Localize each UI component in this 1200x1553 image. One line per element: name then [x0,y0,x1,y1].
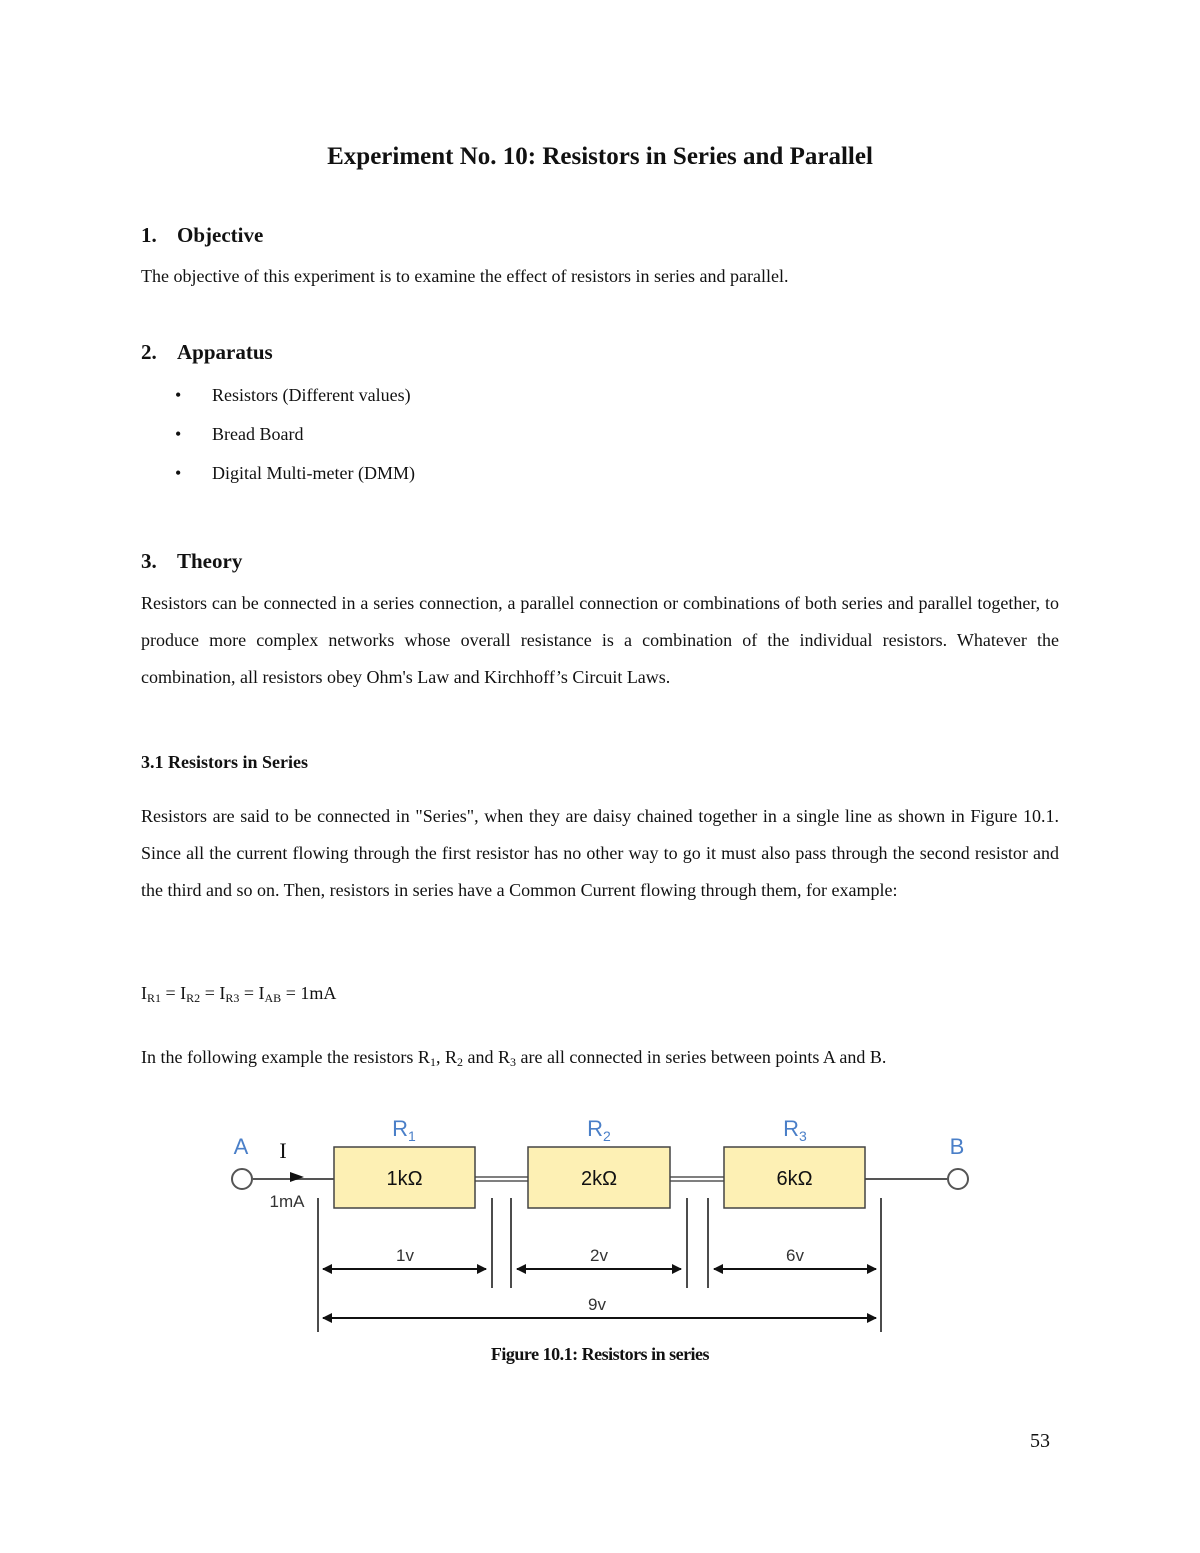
figure-caption: Figure 10.1: Resistors in series [490,1344,710,1364]
node-a-label: A [233,1134,249,1159]
resistor-r3-label: $R_3$ [783,1116,807,1144]
list-item-label: Digital Multi-meter (DMM) [212,463,415,483]
section-title: Apparatus [177,340,273,364]
section-title: Objective [177,223,264,247]
apparatus-list [141,380,415,497]
list-item-label: Bread Board [212,424,304,444]
apparatus-heading [141,340,273,365]
list-item [141,458,415,497]
series-paragraph: Resistors are said to be connected in "Series", when they are daisy chained together in a single line as shown in Figure 10.1. Since all the current flowing through the first resistor has no other way to go it must also pass through the second resistor and the third and so on. Then, resistors in series have a Common Current flowing through them, for example: [141,806,1059,900]
resistor-r1-value: 1kΩ [386,1168,423,1190]
terminal-a [232,1169,252,1189]
resistor-r1-label: $R_1$ [392,1116,416,1144]
terminal-b [948,1169,968,1189]
resistor-r2-label: $R_2$ [587,1116,611,1144]
bullet-icon: • [175,385,182,405]
series-circuit-diagram [220,1108,980,1338]
section-number: 3. [141,549,157,573]
current-equation: $I_{R1} = I_{R2} = I_{R3} = I_{AB} = 1mA$ [141,983,337,1005]
theory-heading [141,549,242,574]
list-item-label: Resistors (Different values) [212,385,411,405]
resistor-r2-value: 2kΩ [580,1168,618,1190]
bullet-icon: • [175,463,182,483]
section-number: 1. [141,223,157,247]
series-subheading: 3.1 Resistors in Series [141,752,308,772]
voltage-total: 9v [588,1295,606,1314]
section-title: Theory [177,549,243,573]
current-label: I [279,1138,287,1163]
bullet-icon: • [175,424,182,444]
voltage-r2: 2v [590,1246,608,1265]
node-b-label: B [949,1134,965,1159]
page-title: Experiment No. 10: Resistors in Series and Parallel [327,143,873,170]
voltage-r1: 1v [396,1246,414,1265]
voltage-r3: 6v [786,1246,804,1265]
example-sentence: In the following example the resistors $R_1$, $R_2$ and $R_3$ are all connected in series between points A and B. [141,1047,887,1069]
objective-heading [141,223,263,248]
list-item [141,419,415,458]
theory-paragraph: Resistors can be connected in a series connection, a parallel connection or combinations of both series and parallel together, to produce more complex networks whose overall resistance is a combination of the individual resistors. Whatever the combination, all resistors obey Ohm's Law and Kirchhoff’s Circuit Laws. [141,593,1059,687]
current-arrow-icon [290,1172,304,1182]
page-number: 53 [1030,1430,1050,1452]
objective-text: The objective of this experiment is to examine the effect of resistors in series and parallel. [141,266,789,286]
list-item [141,380,415,419]
resistor-r3-value: 6kΩ [776,1168,813,1190]
section-number: 2. [141,340,157,364]
current-value: 1mA [269,1192,305,1211]
